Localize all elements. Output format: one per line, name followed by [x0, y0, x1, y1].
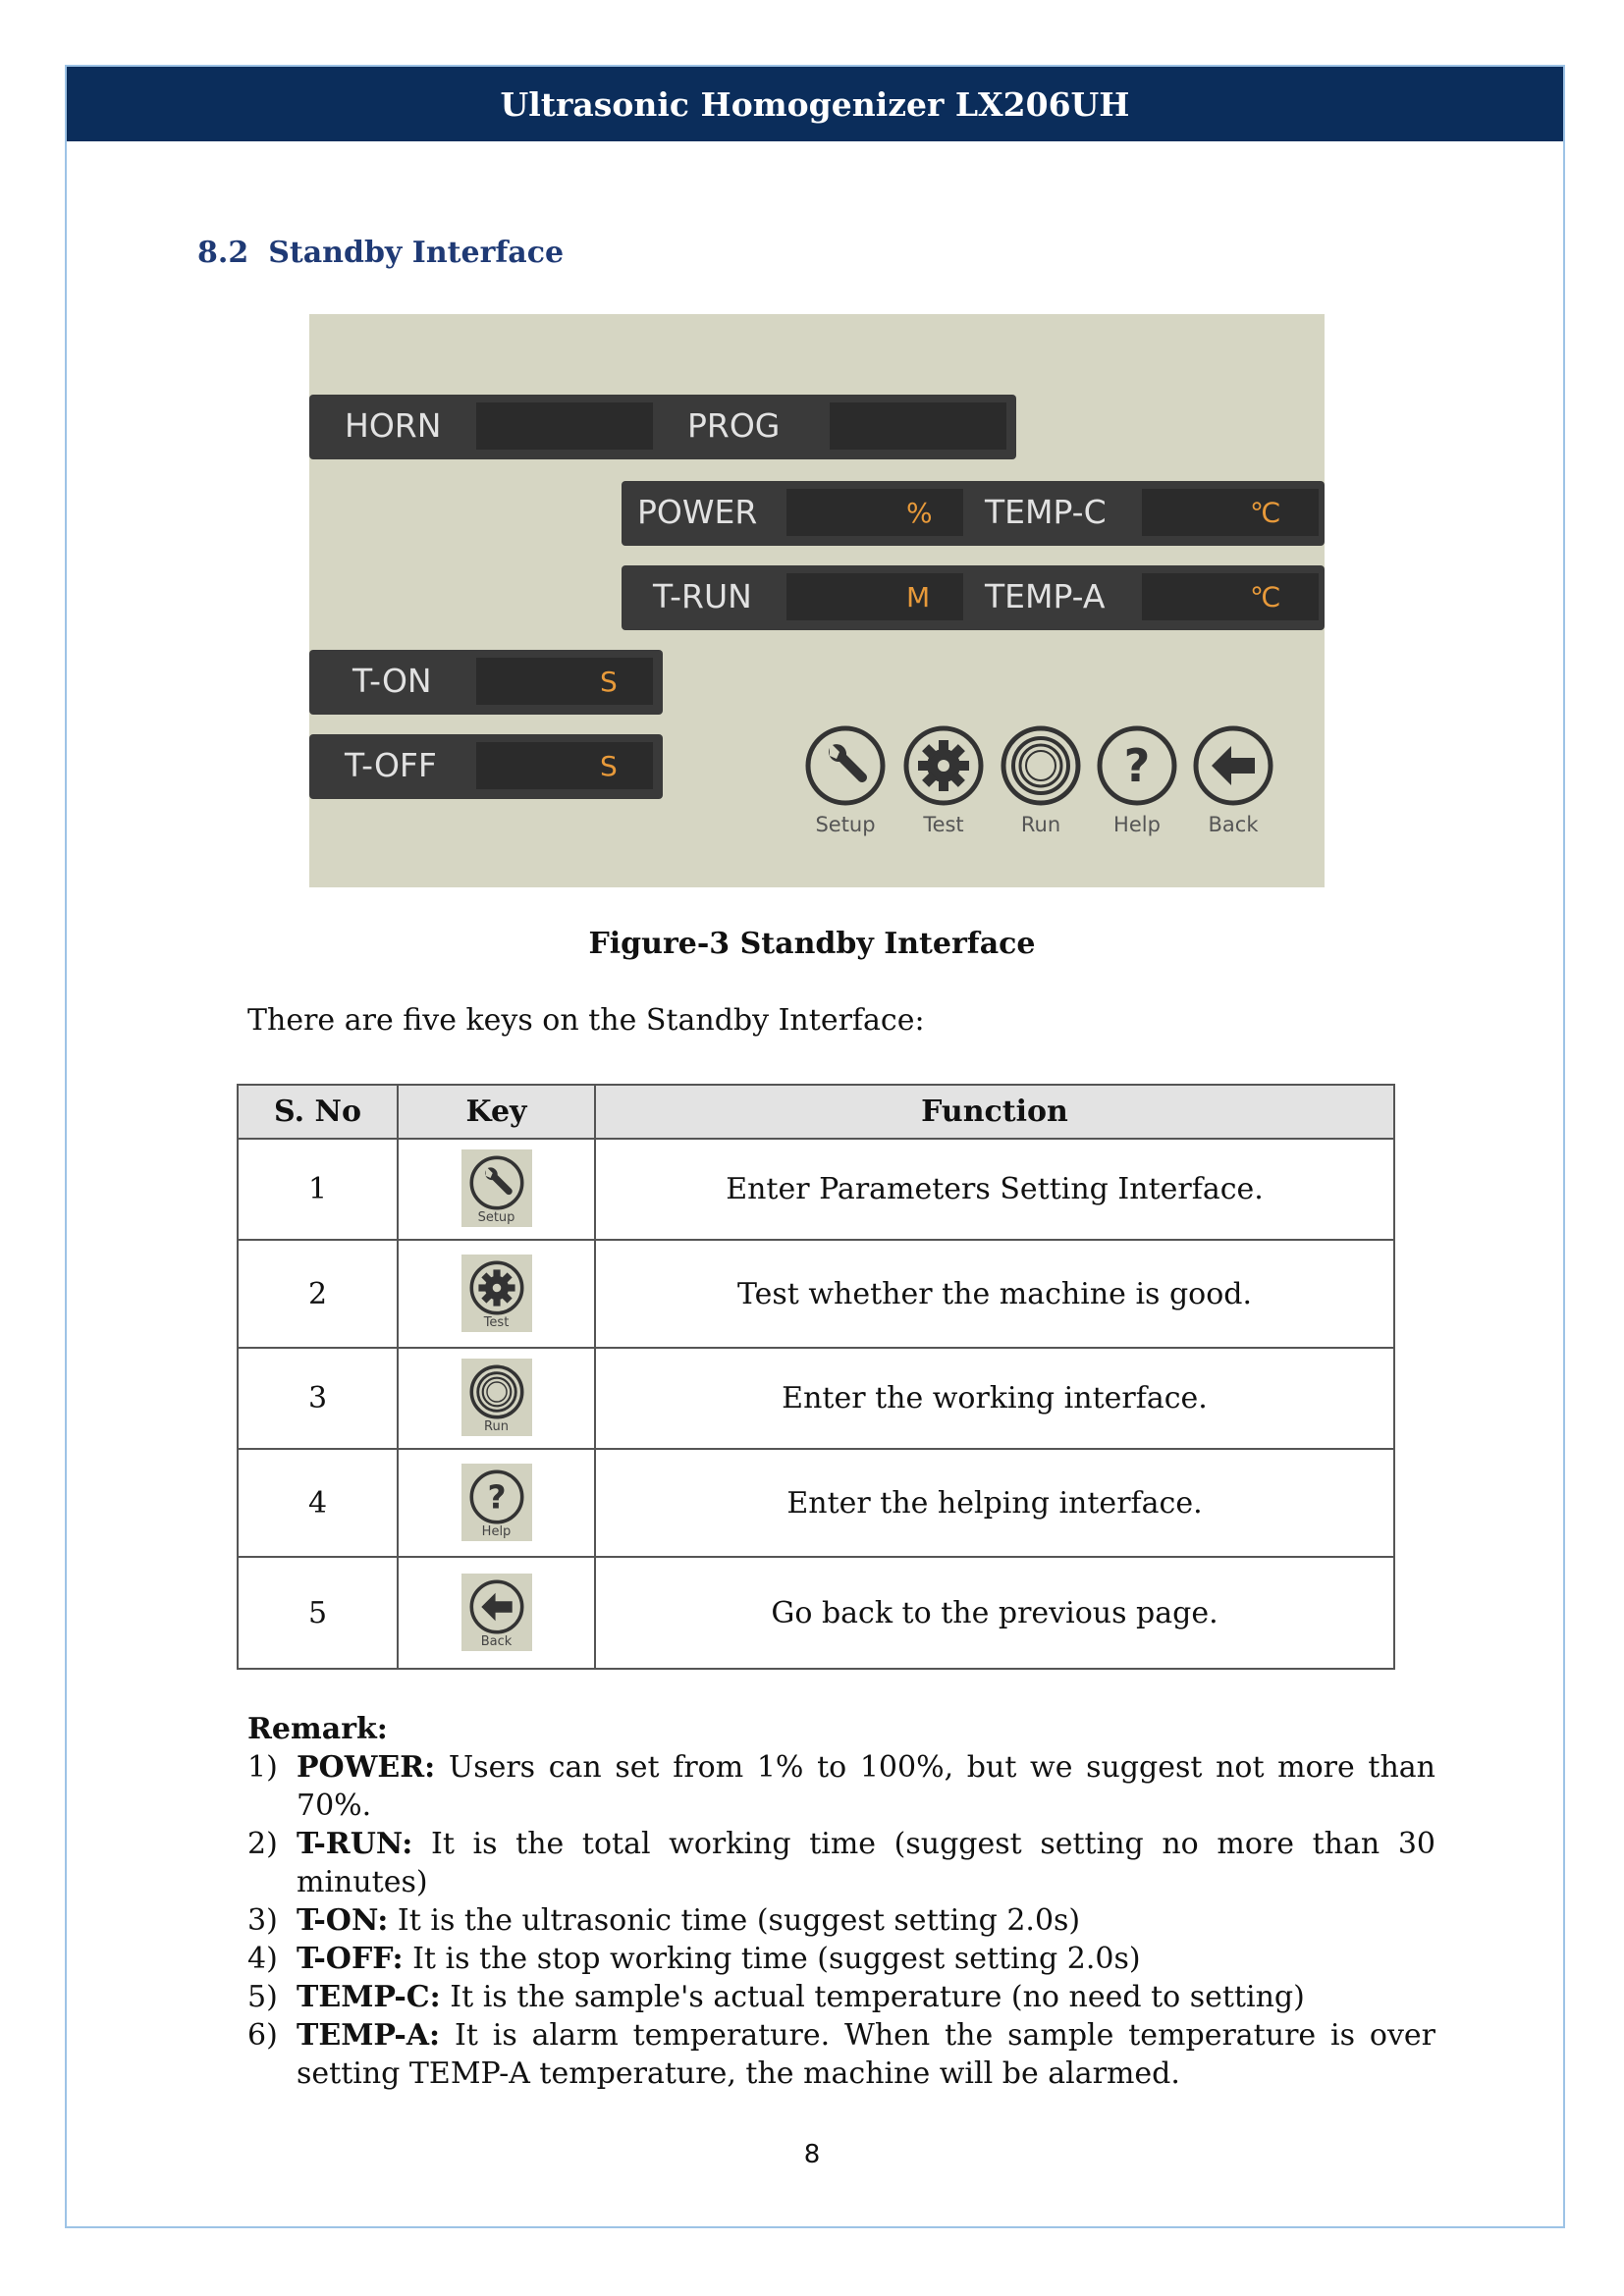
item-term: T-RUN: — [297, 1827, 413, 1861]
horn-label: HORN — [345, 406, 442, 445]
key-cell — [398, 1449, 595, 1557]
temp-a-value-slot — [1142, 573, 1319, 620]
arrow-left-icon — [1192, 724, 1274, 807]
intro-paragraph: There are five keys on the Standby Interface: — [247, 1003, 925, 1038]
test-button-label: Test — [923, 813, 964, 836]
function-cell: Go back to the previous page. — [595, 1557, 1394, 1669]
power-label: POWER — [637, 493, 758, 531]
remark-title: Remark: — [247, 1712, 388, 1746]
help-key-image — [461, 1464, 532, 1541]
item-text: It is alarm temperature. When the sample temperature is over setting TEMP-A temperature, the machine will be alarmed. — [297, 2018, 1435, 2091]
section-number: 8.2 — [197, 236, 249, 270]
gear-icon — [467, 1258, 526, 1317]
row-number: 2 — [238, 1240, 398, 1348]
question-icon — [467, 1468, 526, 1526]
power-tempc-row — [622, 481, 1325, 546]
horn-value-slot — [476, 402, 653, 450]
setup-button[interactable] — [804, 724, 887, 836]
temp-c-unit: ℃ — [1250, 497, 1281, 529]
gear-icon — [902, 724, 985, 807]
key-cell — [398, 1348, 595, 1449]
temp-a-unit: ℃ — [1250, 581, 1281, 614]
item-text: It is the total working time (suggest setting no more than 30 minutes) — [297, 1827, 1435, 1899]
item-number: 6) — [247, 2018, 278, 2053]
section-heading — [197, 236, 564, 270]
t-run-value-slot — [786, 573, 963, 620]
t-on-row — [309, 650, 663, 715]
temp-c-value-slot — [1142, 489, 1319, 536]
trun-tempa-row — [622, 565, 1325, 630]
function-cell: Enter the working interface. — [595, 1348, 1394, 1449]
row-number: 4 — [238, 1449, 398, 1557]
t-on-label: T-ON — [352, 662, 432, 700]
help-button-label: Help — [1113, 813, 1161, 836]
function-cell: Enter Parameters Setting Interface. — [595, 1139, 1394, 1240]
section-title: Standby Interface — [268, 236, 565, 270]
test-button[interactable] — [902, 724, 985, 836]
t-off-row — [309, 734, 663, 799]
header-key: Key — [398, 1085, 595, 1139]
rings-icon — [1000, 724, 1082, 807]
item-number: 5) — [247, 1980, 278, 2014]
item-text: It is the ultrasonic time (suggest setting 2.0s) — [388, 1903, 1081, 1938]
item-number: 2) — [247, 1827, 278, 1861]
list-item — [247, 2016, 1435, 2093]
key-cell — [398, 1240, 595, 1348]
run-button[interactable] — [1000, 724, 1082, 836]
table-row — [238, 1557, 1394, 1669]
list-item — [247, 1901, 1435, 1940]
item-text: Users can set from 1% to 100%, but we suggest not more than 70%. — [297, 1750, 1435, 1823]
row-number: 1 — [238, 1139, 398, 1240]
svg-text:?: ? — [486, 1477, 507, 1516]
item-term: T-ON: — [297, 1903, 389, 1938]
power-unit: % — [906, 497, 933, 529]
list-item — [247, 1825, 1435, 1901]
prog-value-slot — [830, 402, 1006, 450]
row-number: 3 — [238, 1348, 398, 1449]
run-button-label: Run — [1020, 813, 1061, 836]
table-row — [238, 1449, 1394, 1557]
horn-prog-row — [309, 395, 1016, 459]
keys-table — [237, 1084, 1395, 1670]
svg-text:?: ? — [1123, 739, 1151, 792]
table-row — [238, 1139, 1394, 1240]
t-off-label: T-OFF — [345, 746, 437, 784]
function-cell: Enter the helping interface. — [595, 1449, 1394, 1557]
list-item — [247, 1748, 1435, 1825]
table-row — [238, 1240, 1394, 1348]
table-header-row — [238, 1085, 1394, 1139]
key-cell — [398, 1557, 595, 1669]
figure-caption: Figure-3 Standby Interface — [588, 927, 1036, 961]
item-text: It is the sample's actual temperature (no need to setting) — [440, 1980, 1305, 2014]
list-item — [247, 1940, 1435, 1978]
page-number: 8 — [803, 2140, 821, 2169]
table-row — [238, 1348, 1394, 1449]
temp-c-label: TEMP-C — [985, 493, 1107, 531]
item-term: TEMP-A: — [297, 2018, 441, 2053]
t-off-unit: S — [600, 750, 618, 782]
remark-section — [247, 1710, 1435, 2093]
back-button[interactable] — [1192, 724, 1274, 836]
t-on-value-slot — [476, 658, 653, 705]
t-run-label: T-RUN — [653, 577, 752, 615]
key-caption: Help — [481, 1523, 512, 1539]
t-off-value-slot — [476, 742, 653, 789]
wrench-icon — [467, 1153, 526, 1212]
row-number: 5 — [238, 1557, 398, 1669]
t-on-unit: S — [600, 666, 618, 698]
power-value-slot — [786, 489, 963, 536]
back-button-label: Back — [1208, 813, 1259, 836]
header-sno: S. No — [238, 1085, 398, 1139]
temp-a-label: TEMP-A — [985, 577, 1106, 615]
item-number: 3) — [247, 1903, 278, 1938]
item-term: POWER: — [297, 1750, 436, 1785]
help-button[interactable] — [1096, 724, 1178, 836]
list-item — [247, 1978, 1435, 2016]
function-cell: Test whether the machine is good. — [595, 1240, 1394, 1348]
item-text: It is the stop working time (suggest setting 2.0s) — [403, 1942, 1141, 1976]
item-number: 1) — [247, 1750, 278, 1785]
prog-label: PROG — [687, 406, 781, 445]
key-caption: Setup — [477, 1210, 515, 1225]
test-key-image — [461, 1255, 532, 1332]
setup-key-image — [461, 1149, 532, 1227]
setup-button-label: Setup — [815, 813, 876, 836]
document-title: Ultrasonic Homogenizer LX206UH — [500, 84, 1130, 124]
t-run-unit: M — [906, 581, 931, 614]
key-caption: Back — [480, 1633, 513, 1649]
document-header — [67, 67, 1563, 141]
key-caption: Run — [484, 1419, 509, 1434]
wrench-icon — [804, 724, 887, 807]
back-key-image — [461, 1574, 532, 1651]
key-caption: Test — [483, 1314, 510, 1330]
header-function: Function — [595, 1085, 1394, 1139]
key-cell — [398, 1139, 595, 1240]
question-icon — [1096, 724, 1178, 807]
item-term: T-OFF: — [297, 1942, 404, 1976]
item-term: TEMP-C: — [297, 1980, 441, 2014]
item-number: 4) — [247, 1942, 278, 1976]
rings-icon — [467, 1362, 526, 1421]
standby-panel-figure — [309, 314, 1325, 887]
run-key-image — [461, 1359, 532, 1436]
remark-list — [247, 1748, 1435, 2093]
arrow-left-icon — [467, 1577, 526, 1636]
